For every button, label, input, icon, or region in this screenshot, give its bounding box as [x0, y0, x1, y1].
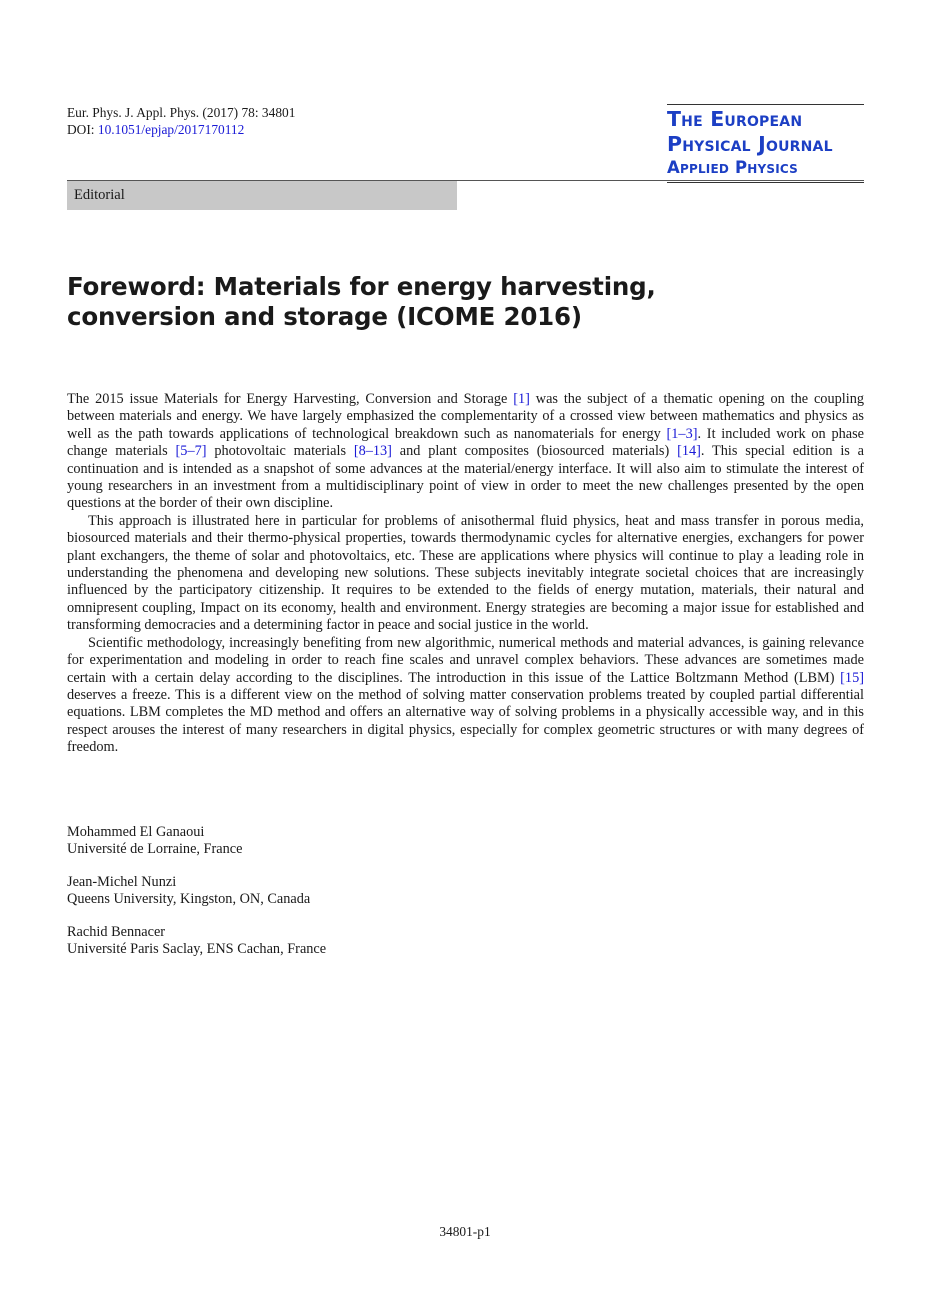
text-run: Scientific methodology, increasingly benefiting from new algorithmic, numerical methods and material advances, is gaining relevance for experimentation and modeling in order to reach fine scales and unravel complex behaviors. These advances are sometimes made certain with a certain delay according to the disciplines. The introduction in this issue of the Lattice Boltzmann Method (LBM): [67, 634, 864, 686]
text-run: photovoltaic materials: [206, 443, 354, 460]
author-entry: [67, 924, 326, 959]
journal-logo: [667, 104, 864, 183]
doi-link[interactable]: 10.1051/epjap/2017170112: [97, 122, 245, 137]
author-entry: [67, 824, 326, 859]
citation-link-1[interactable]: [1]: [513, 391, 530, 407]
author-affiliation: Université de Lorraine, France: [67, 841, 243, 858]
text-run: . This special edition is a continuation and is intended as a snapshot of some advances at the material/energy interface. It will also aim to stimulate the interest of young researchers in an investment from a multidisciplinary point of view in order to meet the new challenges presented by the open questions at the border of their own discipline.: [67, 443, 865, 512]
journal-logo-line-3: Applied Physics: [667, 158, 798, 177]
article-title: Foreword: Materials for energy harvesting, conversion and storage (ICOME 2016): [67, 272, 656, 331]
text-run: The 2015 issue Materials for Energy Harvesting, Conversion and Storage: [67, 391, 514, 407]
author-affiliation: Université Paris Saclay, ENS Cachan, France: [67, 941, 327, 958]
journal-logo-line-2: Physical Journal: [667, 132, 833, 156]
citation-link-8-13[interactable]: [8–13]: [353, 443, 392, 460]
citation-link-5-7[interactable]: [5–7]: [175, 443, 207, 460]
citation-link-14[interactable]: [14]: [677, 443, 701, 460]
paragraph-3: [67, 635, 864, 757]
citation-line: Eur. Phys. J. Appl. Phys. (2017) 78: 34801: [67, 105, 296, 120]
text-run: deserves a freeze. This is a different view on the method of solving matter conservation problems treated by coupled partial differential equations. LBM completes the MD method and offers an alternative way of solving problems in a physically accessible way, and in this respect arouses the interest of many researchers in digital physics, especially for complex geometric structures or with many degrees of freedom.: [67, 686, 864, 756]
author-affiliation: Queens University, Kingston, ON, Canada: [67, 891, 311, 908]
author-name: Mohammed El Ganaoui: [67, 824, 205, 840]
citation-link-15[interactable]: [15]: [840, 669, 864, 686]
page-number: 34801-p1: [439, 1224, 491, 1239]
section-label: Editorial: [67, 181, 457, 210]
doi-label: DOI:: [67, 122, 95, 137]
author-entry: [67, 874, 326, 909]
paragraph-1: [67, 391, 864, 513]
doi-line: [67, 121, 295, 138]
journal-logo-line-1: The European: [667, 107, 803, 131]
author-name: Rachid Bennacer: [67, 923, 166, 940]
text-run: . It included work on phase change materials: [67, 425, 864, 460]
text-run: was the subject of a thematic opening on the coupling between materials and energy. We have largely emphasized the complementarity of a crossed view between mathematics and physics as well as the path towards applications of technological breakdown such as nanomaterials for energy: [67, 391, 864, 442]
paragraph-2: This approach is illustrated here in particular for problems of anisothermal fluid physics, heat and mass transfer in porous media, biosourced materials and their thermo-physical properties, towards thermodynamic cycles for alternative energies, exchangers for power plant exchangers, the theme of solar and photovoltaics, etc. These are applications where physics will continue to play a leading role in understanding the phenomena and developing new solutions. These subjects inevitably integrate societal choices that are increasingly influenced by the participatory citizenship. It requires to be extended to the fields of energy mutation, materials, their natural and omnipresent coupling, Impact on its economy, health and environment. Energy strategies are becoming a major issue for established and transforming democracies and a determining factor in peace and social justice in the world.: [67, 512, 864, 634]
citation-link-1-3[interactable]: [1–3]: [666, 425, 698, 442]
text-run: and plant composites (biosourced materials): [391, 443, 678, 460]
author-name: Jean-Michel Nunzi: [67, 873, 177, 890]
article-body: [67, 391, 864, 757]
citation-header: [67, 104, 295, 138]
author-list: [67, 824, 326, 973]
